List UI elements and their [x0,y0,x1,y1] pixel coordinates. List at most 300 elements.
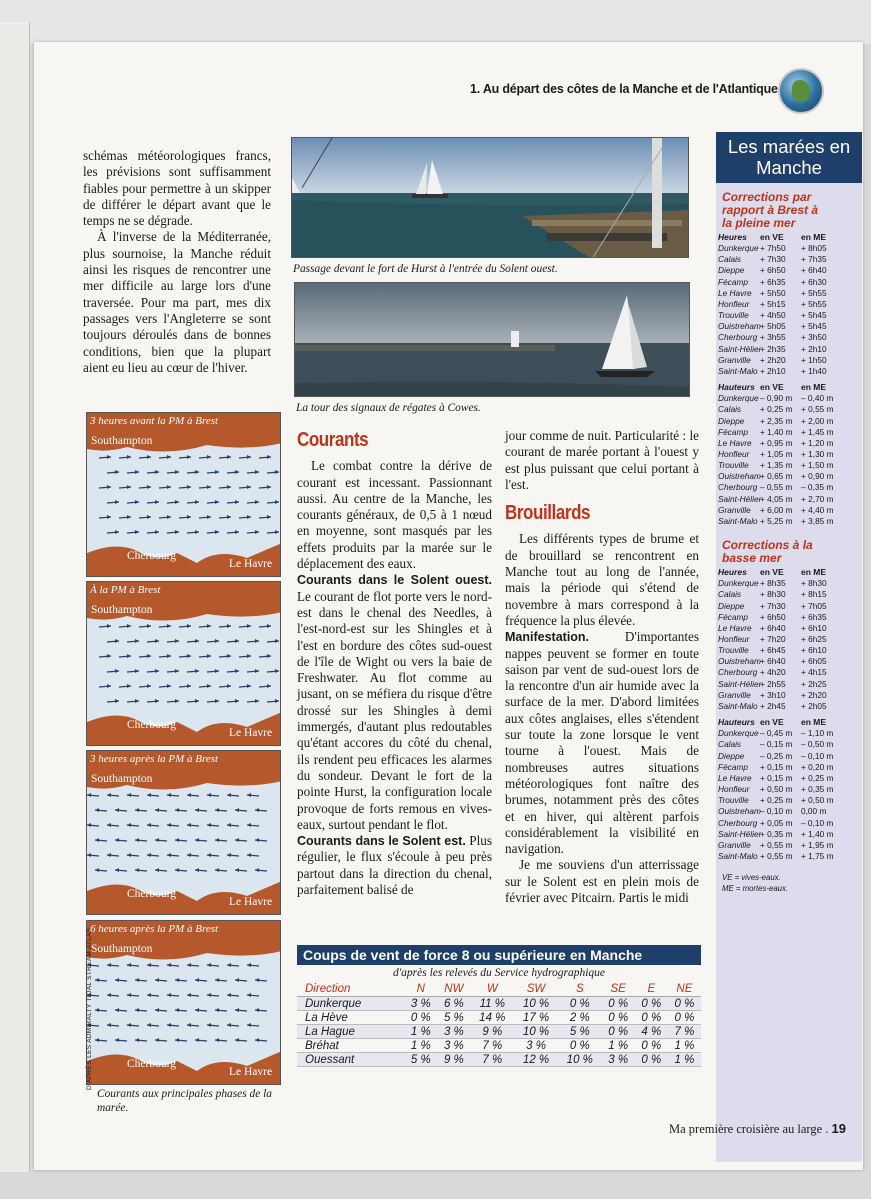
basse-mer-title: Corrections à la basse mer [722,538,813,566]
port-name: Granville [718,504,751,515]
sidebar-table-row [718,601,862,612]
table-row [297,1011,701,1025]
frequency-cell: 6 % [437,997,470,1011]
frequency-cell: 0 % [404,1011,437,1025]
correction-value: + 8h35 [760,578,786,589]
frequency-cell: 7 % [668,1025,701,1039]
correction-value: + 1,45 m [801,426,834,437]
maps-caption: Courants aux principales phases de la marée. [97,1088,272,1114]
correction-value: + 6h35 [801,611,827,622]
sidebar-table-header [718,717,862,728]
correction-value: + 1,20 m [801,437,834,448]
basse-mer-heures-table [718,567,862,712]
correction-value: + 1h40 [801,365,827,376]
globe-icon [778,68,824,114]
sidebar-table-row [718,494,862,505]
correction-value: en VE [760,382,784,393]
correction-value: en VE [760,567,784,578]
port-name: Granville [718,354,751,365]
frequency-cell: 0 % [635,1039,668,1053]
correction-value: 0,00 m [801,806,827,817]
correction-value: + 7h20 [760,634,786,644]
station-name: La Hève [297,1011,404,1025]
port-name: Dieppe [718,750,745,761]
port-name: Dieppe [718,415,745,426]
correction-value: – 1,10 m [801,728,834,739]
port-name: Granville [718,839,751,850]
column-header: SE [602,982,635,997]
station-name: Ouessant [297,1053,404,1067]
port-name: Trouville [718,460,749,471]
scan-top-margin [0,0,871,44]
port-name: Honfleur [718,448,750,459]
sidebar-table-row [718,449,862,460]
running-head: 1. Au départ des côtes de la Manche et de l'Atlantique [470,82,778,96]
correction-value: + 1,75 m [801,850,834,861]
correction-value: + 5h45 [801,321,827,332]
correction-value: + 0,55 m [801,404,834,415]
correction-value: + 0,55 m [760,839,793,850]
frequency-cell: 11 % [470,997,514,1011]
column-header: NE [668,982,701,997]
frequency-cell: 5 % [404,1053,437,1067]
correction-value: + 1,40 m [801,828,834,839]
column-header: S [558,982,602,997]
port-name: Saint-Hélier [718,828,762,839]
page-number: 19 [831,1121,847,1136]
correction-value: + 1,30 m [801,448,834,459]
port-name: Honfleur [718,298,750,309]
port-name: Dieppe [718,600,745,611]
frequency-cell: 0 % [558,1039,602,1053]
sidebar-table-row [718,784,862,795]
paragraph: À l'inverse de la Méditerranée, plus sournoise, la Manche réduit ainsi les risques de rencontrer une mer difficile au large lors d'une traversée. Pour ma part, mes dix passages vers l'Angleterre se sont toujours déroulés dans de bonnes conditions, bien que la plupart aient eu lieu au cœur de l'hiver. [83,229,271,375]
book-title: Ma première croisière au large [669,1122,823,1136]
correction-value: + 5h50 [760,287,786,298]
sidebar-table-row [718,471,862,482]
port-name: Fécamp [718,426,748,437]
correction-value: – 0,45 m [760,728,793,739]
correction-value: en ME [801,232,827,242]
frequency-cell: 7 % [470,1039,514,1053]
paragraph: Je me souviens d'un atterrissage sur le Solent est en plein mois de février avec Pitcairn. Partis le midi [505,857,699,906]
map-label-southeast: Le Havre [229,896,273,908]
frequency-cell: 0 % [635,997,668,1011]
correction-value: + 6h45 [760,645,786,656]
map-label-north: Southampton [91,773,153,785]
paragraph: Les différents types de brume et de brouillard se rencontrent en Manche tout au long de l'année, mais la période qui s'étend de novembre à mars correspond à la fréquence la plus élevée. [505,531,699,628]
photo-cowes-tower [294,282,690,397]
frequency-cell: 1 % [602,1039,635,1053]
paragraph: Plus régulier, le flux s'écoule à peu près partout dans la direction du chenal, parfaitement balisé de [297,833,492,898]
correction-value: + 8h05 [801,243,827,254]
map-title: À la PM à Brest [90,584,161,596]
port-name: Saint-Malo [718,850,758,861]
correction-value: en ME [801,567,827,578]
correction-value: + 3h55 [760,332,786,343]
column-header: N [404,982,437,997]
correction-value: + 0,65 m [760,471,793,482]
port-name: Granville [718,689,751,700]
map-label-southeast: Le Havre [229,558,273,570]
correction-value: + 8h30 [760,589,786,600]
correction-value: + 6h50 [760,611,786,622]
correction-value: + 6h10 [801,622,827,633]
table-row [297,1025,701,1039]
basse-mer-hauteurs-table [718,717,862,862]
correction-value: + 6h05 [801,656,827,667]
paragraph: Le courant de flot porte vers le nord-est dans le chenal des Needles, à l'est-nord-est sur les Shingles et à l'est en bordure des côtes sud-ouest de l'île de Wight ou vers la baie de Freshwater. Au flot comme au jusant, on se méfiera du risque d'être drossé sur les Shingles à demi immergés, d'autant plus redoutables qu'étant accores du côté du chenal, ils rendent peu efficaces les alarmes du sondeur. Devant le fort de la pointe Hurst, la configuration locale provoque de forts remous en vives-eaux, surtout pendant le flot. [297,588,492,832]
correction-value: + 5h15 [760,298,786,309]
correction-value: – 0,40 m [801,393,834,404]
map-label-north: Southampton [91,604,153,616]
frequency-cell: 3 % [514,1039,558,1053]
correction-value: + 0,95 m [760,437,793,448]
port-name: Le Havre [718,287,752,298]
column-2-text [297,428,492,898]
correction-value: + 2,35 m [760,415,793,426]
port-name: Hauteurs [718,382,755,393]
map-label-north: Southampton [91,435,153,447]
correction-value: + 0,15 m [760,772,793,783]
correction-value: + 7h05 [801,600,827,611]
frequency-cell: 1 % [404,1025,437,1039]
port-name: Dieppe [718,265,745,276]
sidebar-table-row [718,254,862,265]
folio: Ma première croisière au large . 19 [669,1121,847,1136]
sidebar-table-row [718,656,862,667]
correction-value: + 7h50 [760,243,786,254]
correction-value: + 5h05 [760,321,786,332]
sidebar-table-row [718,427,862,438]
correction-value: + 2h05 [801,700,827,711]
correction-value: – 0,55 m [760,482,793,493]
correction-value: + 5,25 m [760,515,793,526]
correction-value: + 1,40 m [760,426,793,437]
port-name: Le Havre [718,622,752,633]
frequency-cell: 1 % [668,1039,701,1053]
correction-value: + 0,20 m [801,761,834,772]
correction-value: + 2h35 [760,343,786,354]
correction-value: + 4h50 [760,310,786,321]
note-me: ME = mortes-eaux. [722,884,789,894]
port-name: Ouistreham [718,471,761,482]
note-ve: VE = vives-eaux. [722,873,781,883]
sidebar-table-row [718,762,862,773]
station-name: La Hague [297,1025,404,1039]
tidal-map [86,750,281,915]
correction-value: + 6h40 [760,656,786,667]
port-name: Saint-Hélier [718,493,762,504]
port-name: Saint-Hélier [718,678,762,689]
port-name: Saint-Malo [718,700,758,711]
frequency-cell: 0 % [602,997,635,1011]
port-name: Cherbourg [718,817,758,828]
photo1-caption: Passage devant le fort de Hurst à l'entrée du Solent ouest. [293,263,558,275]
sidebar-table-row [718,482,862,493]
sidebar-table-row [718,460,862,471]
port-name: Calais [718,739,742,750]
pleine-mer-title: Corrections par rapport à Brest à la pleine mer [722,190,819,230]
frequency-cell: 12 % [514,1053,558,1067]
correction-value: + 0,05 m [760,817,793,828]
correction-value: en VE [760,232,784,242]
correction-value: + 1,05 m [760,448,793,459]
maps-credit: D'APRÈS LES ADMIRALTY TIDAL STREAM ATLAS [86,927,93,1090]
column-1-text [83,148,271,376]
photo-hurst-fort [291,137,689,258]
port-name: Honfleur [718,784,750,795]
map-label-southwest: Cherbourg [127,550,176,562]
sidebar-table-header [718,567,862,578]
port-name: Le Havre [718,437,752,448]
frequency-cell: 0 % [602,1011,635,1025]
map-title: 6 heures après la PM à Brest [90,923,219,935]
map-label-southwest: Cherbourg [127,719,176,731]
correction-value: – 0,50 m [801,739,834,750]
sidebar-table-row [718,505,862,516]
paragraph: jour comme de nuit. Particularité : le courant de marée portant à l'ouest y est plus puissant que celui portant à l'est. [505,428,699,492]
correction-value: + 5h45 [801,310,827,321]
sidebar-table-row [718,265,862,276]
map-title: 3 heures après la PM à Brest [90,753,219,765]
sidebar-table-row [718,277,862,288]
port-name: Ouistreham [718,656,761,667]
port-name: Saint-Malo [718,515,758,526]
map-title: 3 heures avant la PM à Brest [90,415,219,427]
heading-courants: Courants [297,429,369,451]
sidebar-table-row [718,578,862,589]
sidebar-table-row [718,344,862,355]
correction-value: + 0,35 m [801,784,834,795]
subheading-manifestation: Manifestation. [505,630,590,645]
correction-value: + 4,05 m [760,493,793,504]
wind-table-subtitle: d'après les relevés du Service hydrographique [392,967,606,979]
frequency-cell: 14 % [470,1011,514,1025]
correction-value: – 0,10 m [801,750,834,761]
port-name: Cherbourg [718,332,758,343]
map-label-north: Southampton [91,943,153,955]
correction-value: – 0,25 m [760,750,793,761]
correction-value: + 1,95 m [801,839,834,850]
correction-value: + 4h15 [801,667,827,678]
correction-value: + 5h55 [801,298,827,309]
correction-value: + 8h30 [801,578,827,589]
map-label-southwest: Cherbourg [127,1058,176,1070]
correction-value: + 6h35 [760,276,786,287]
sidebar-table-row [718,840,862,851]
tidal-map [86,920,281,1085]
heading-brouillards: Brouillards [505,502,591,525]
sidebar-table-row [718,728,862,739]
correction-value: + 0,25 m [760,404,793,415]
frequency-cell: 3 % [437,1039,470,1053]
frequency-cell: 10 % [514,997,558,1011]
frequency-cell: 5 % [437,1011,470,1025]
port-name: Dunkerque [718,728,759,739]
correction-value: + 6h30 [801,276,827,287]
port-name: Ouistreham [718,806,761,817]
correction-value: + 0,15 m [760,761,793,772]
correction-value: + 2,70 m [801,493,834,504]
sidebar-table-row [718,288,862,299]
sidebar-table-row [718,516,862,527]
port-name: Fécamp [718,761,748,772]
tidal-map [86,412,281,577]
correction-value: + 6h50 [760,265,786,276]
frequency-cell: 0 % [602,1025,635,1039]
sidebar-table-row [718,332,862,343]
correction-value: + 6h40 [801,265,827,276]
map-label-southwest: Cherbourg [127,888,176,900]
port-name: Honfleur [718,634,750,644]
correction-value: + 7h30 [760,254,786,265]
sidebar-table-row [718,355,862,366]
correction-value: – 0,10 m [760,806,793,817]
correction-value: + 3,85 m [801,515,834,526]
port-name: Calais [718,589,742,600]
column-3-text [505,428,699,906]
sidebar-table-row [718,438,862,449]
sidebar-table-row [718,679,862,690]
correction-value: + 1h50 [801,354,827,365]
correction-value: – 0,90 m [760,393,793,404]
correction-value: + 2h10 [760,365,786,376]
sidebar-table-row [718,701,862,712]
station-name: Dunkerque [297,997,404,1011]
wind-table-title: Coups de vent de force 8 ou supérieure en Manche [297,945,701,965]
correction-value: – 0,35 m [801,482,834,493]
correction-value: + 0,90 m [801,471,834,482]
map-label-southeast: Le Havre [229,1066,273,1078]
correction-value: + 0,25 m [801,772,834,783]
frequency-cell: 3 % [404,997,437,1011]
correction-value: + 7h30 [760,600,786,611]
column-header: E [635,982,668,997]
sidebar-table-row [718,243,862,254]
paragraph: schémas météorologiques francs, les prévisions sont suffisamment fiables pour permettre à un skipper de différer le départ avant que le temps ne se dégrade. [83,148,271,229]
frequency-cell: 10 % [558,1053,602,1067]
port-name: Ouistreham [718,321,761,332]
correction-value: – 0,10 m [801,817,834,828]
table-row [297,1039,701,1053]
frequency-cell: 7 % [470,1053,514,1067]
column-header: Direction [297,982,404,997]
correction-value: + 2h55 [760,678,786,689]
port-name: Calais [718,254,742,265]
port-name: Saint-Malo [718,365,758,376]
port-name: Calais [718,404,742,415]
sidebar-table-row [718,690,862,701]
correction-value: + 0,50 m [801,795,834,806]
frequency-cell: 1 % [404,1039,437,1053]
correction-value: + 0,25 m [760,795,793,806]
correction-value: + 0,55 m [760,850,793,861]
port-name: Trouville [718,795,749,806]
sidebar-table-row [718,773,862,784]
port-name: Dunkerque [718,243,759,254]
station-name: Bréhat [297,1039,404,1053]
sidebar-table-row [718,751,862,762]
sidebar-table-row [718,851,862,862]
sidebar-table-row [718,589,862,600]
pleine-mer-heures-table [718,232,862,377]
correction-value: + 3h10 [760,689,786,700]
sidebar-table-row [718,645,862,656]
wind-table [297,945,701,1067]
frequency-cell: 9 % [437,1053,470,1067]
sidebar-table-row [718,634,862,645]
sidebar-table-row [718,393,862,404]
port-name: Heures [718,567,747,578]
sidebar-table-row [718,806,862,817]
sidebar-table-row [718,299,862,310]
tides-sidebar [716,132,862,1162]
sidebar-table-row [718,795,862,806]
correction-value: + 6h25 [801,634,827,644]
frequency-cell: 17 % [514,1011,558,1025]
frequency-cell: 3 % [437,1025,470,1039]
frequency-cell: 0 % [635,1053,668,1067]
sidebar-table-row [718,667,862,678]
correction-value: + 3h50 [801,332,827,343]
pleine-mer-hauteurs-table [718,382,862,527]
map-label-southeast: Le Havre [229,727,273,739]
correction-value: en ME [801,717,827,728]
sidebar-table-row [718,623,862,634]
sidebar-table-row [718,818,862,829]
correction-value: + 6,00 m [760,504,793,515]
correction-value: en ME [801,382,827,393]
frequency-cell: 3 % [602,1053,635,1067]
sidebar-table-row [718,404,862,415]
port-name: Fécamp [718,276,748,287]
port-name: Trouville [718,645,749,656]
sidebar-table-row [718,739,862,750]
frequency-cell: 0 % [558,997,602,1011]
port-name: Dunkerque [718,393,759,404]
correction-value: + 7h35 [801,254,827,265]
sidebar-table-row [718,416,862,427]
sidebar-table-header [718,232,862,243]
port-name: Le Havre [718,772,752,783]
frequency-cell: 0 % [668,997,701,1011]
correction-value: + 4h20 [760,667,786,678]
column-header: NW [437,982,470,997]
correction-value: + 5h55 [801,287,827,298]
correction-value: + 2h25 [801,678,827,689]
sidebar-table-header [718,382,862,393]
table-row [297,997,701,1011]
frequency-cell: 10 % [514,1025,558,1039]
subheading-solent-ouest: Courants dans le Solent ouest. [297,573,492,588]
frequency-cell: 9 % [470,1025,514,1039]
port-name: Heures [718,232,747,242]
frequency-cell: 5 % [558,1025,602,1039]
correction-value: + 8h15 [801,589,827,600]
correction-value: + 2h20 [801,689,827,700]
correction-value: + 0,35 m [760,828,793,839]
sidebar-table-row [718,366,862,377]
port-name: Fécamp [718,611,748,622]
port-name: Trouville [718,310,749,321]
port-name: Saint-Hélier [718,343,762,354]
facing-page-edge [0,22,30,1172]
correction-value: – 0,15 m [760,739,793,750]
port-name: Dunkerque [718,578,759,589]
sidebar-table-row [718,829,862,840]
sidebar-table-row [718,310,862,321]
